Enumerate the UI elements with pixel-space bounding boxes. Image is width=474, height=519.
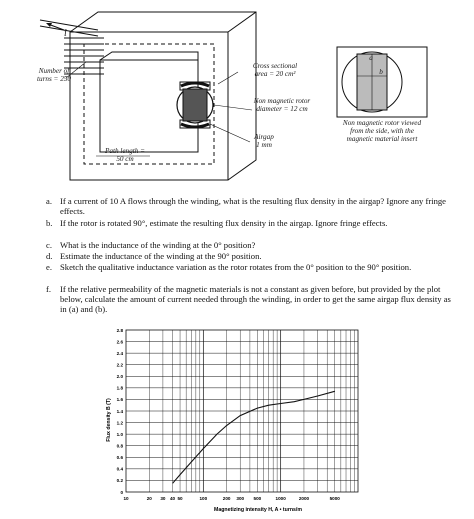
question-b: b. If the rotor is rotated 90°, estimate the resulting flux density in the airgap. Ignore fringe effects. — [46, 218, 388, 228]
core-diagram — [0, 0, 474, 190]
y-tick-label: 0.2 — [116, 478, 123, 484]
y-tick-label: 2.8 — [116, 327, 123, 333]
bh-curve-line — [173, 391, 335, 483]
y-tick-label: 2.4 — [116, 350, 123, 356]
x-axis-label: Magnetizing intensity H, A • turns/m — [214, 507, 302, 513]
x-tick-label: 100 — [199, 496, 208, 501]
current-label: i — [64, 28, 67, 39]
x-tick-label: 40 — [169, 496, 176, 501]
x-tick-labels — [123, 496, 340, 501]
y-tick-label: 1.0 — [116, 431, 123, 437]
x-tick-label: 300 — [236, 496, 245, 501]
x-tick-label: 200 — [222, 496, 231, 501]
x-tick-label: 20 — [146, 496, 152, 501]
turns-label: Number of turns = 250 — [36, 67, 71, 83]
x-tick-label: 30 — [160, 496, 166, 501]
cross-section-label: Cross sectional area = 20 cm² — [252, 62, 298, 78]
chart-grid — [126, 330, 358, 492]
y-tick-label: 0.6 — [116, 455, 123, 461]
dimension-b-label: b — [379, 68, 383, 76]
x-tick-label: 50 — [177, 496, 183, 501]
question-e: e. Sketch the qualitative inductance variation as the rotor rotates from the 0° position to the 90° position. — [46, 262, 412, 272]
rotor-diameter-label: Non magnetic rotor diameter = 12 cm — [253, 97, 311, 113]
y-tick-label: 2.6 — [116, 339, 123, 345]
x-tick-label: 2000 — [298, 496, 310, 501]
y-tick-label: 2.0 — [116, 374, 123, 380]
x-tick-label: 1000 — [275, 496, 286, 501]
question-a: a. If a current of 10 A flows through the winding, what is the resulting flux density in the airgap? Ignore any fringe effects. — [46, 196, 446, 216]
y-tick-label: 1.4 — [116, 408, 123, 414]
y-tick-label: 2.2 — [116, 362, 123, 368]
x-tick-label: 5000 — [329, 496, 340, 501]
question-c: c. What is the inductance of the winding at the 0° position? — [46, 240, 256, 250]
y-tick-label: 1.8 — [116, 385, 123, 391]
magnetic-insert — [183, 89, 207, 121]
y-tick-labels — [117, 328, 124, 495]
dimension-a-label: a — [369, 54, 373, 62]
bh-curve-chart — [100, 322, 370, 514]
y-tick-label: 1.6 — [116, 397, 123, 403]
airgap-label: Airgap 1 mm — [254, 133, 274, 149]
x-tick-label: 10 — [123, 496, 129, 501]
y-tick-label: 1.2 — [116, 420, 123, 426]
side-view-caption: Non magnetic rotor viewed from the side, with the magnetic material insert — [342, 119, 422, 143]
question-d: d. Estimate the inductance of the winding at the 90° position. — [46, 251, 262, 261]
y-tick-label: 0 — [120, 489, 123, 495]
x-tick-label: 500 — [253, 496, 262, 501]
path-length-label: Path length = 50 cm — [105, 147, 145, 163]
y-tick-label: 0.8 — [116, 443, 123, 449]
y-axis-label: Flux density B (T) — [106, 398, 112, 442]
y-tick-label: 0.4 — [116, 466, 123, 472]
question-f: f. If the relative permeability of the magnetic materials is not a constant as given before, but provided by the plot below, calculate the amount of current needed through the winding, in order to get the same airgap flux density as in (a) and (b). — [46, 284, 451, 314]
